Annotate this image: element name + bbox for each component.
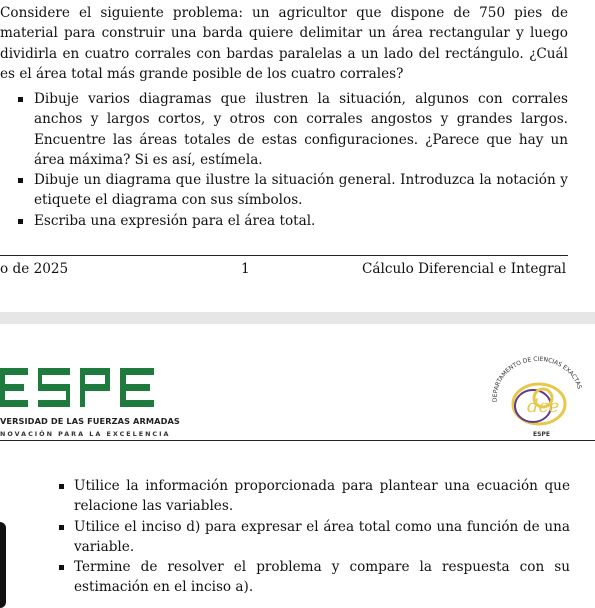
page-2 xyxy=(0,324,595,608)
list-item xyxy=(38,476,570,517)
list-item xyxy=(0,89,568,170)
footer-divider xyxy=(0,255,568,256)
task-list-2 xyxy=(38,476,570,598)
bullet-square-icon xyxy=(18,97,23,102)
bullet-square-icon xyxy=(18,178,23,183)
list-item xyxy=(0,211,568,231)
svg-text:DEPARTAMENTO DE CIENCIAS EXACT: DEPARTAMENTO DE CIENCIAS EXACTAS xyxy=(491,355,583,403)
department-seal xyxy=(483,354,593,444)
university-motto: NOVACIÓN PARA LA EXCELENCIA xyxy=(0,430,171,438)
espe-logo xyxy=(0,364,160,416)
bullet-square-icon xyxy=(59,565,64,570)
bullet-square-icon xyxy=(59,484,64,489)
list-item-text: Utilice el inciso d) para expresar el área total como una función de una variable. xyxy=(74,518,570,555)
svg-text:ESPE: ESPE xyxy=(533,431,550,438)
list-item xyxy=(0,170,568,211)
list-item-text: Termine de resolver el problema y compare la respuesta con su estimación en el inciso a). xyxy=(74,559,570,596)
list-item xyxy=(38,517,570,558)
page-gap xyxy=(0,312,595,324)
footer-date: o de 2025 xyxy=(0,261,69,277)
list-item xyxy=(38,557,570,598)
page-edge-mark xyxy=(0,522,6,608)
university-name: VERSIDAD DE LAS FUERZAS ARMADAS xyxy=(0,416,180,426)
list-item-text: Escriba una expresión para el área total. xyxy=(34,212,316,229)
list-item-text: Dibuje un diagrama que ilustre la situación general. Introduzca la notación y etiquete el diagrama con sus símbolos. xyxy=(34,172,568,209)
bullet-square-icon xyxy=(18,219,23,224)
svg-text:dce: dce xyxy=(527,396,560,417)
bullet-square-icon xyxy=(59,525,64,530)
footer-course: Cálculo Diferencial e Integral xyxy=(362,261,567,277)
page-number: 1 xyxy=(241,261,250,277)
task-list-1 xyxy=(0,89,568,231)
problem-statement: Considere el siguiente problema: un agricultor que dispone de 750 pies de material para construir una barda quiere delimitar un área rectangular y luego dividirla en cuatro corrales con bardas paralelas a un lado del rectángulo. ¿Cuál es el área total más grande posible de los cuatro corrales? xyxy=(0,5,568,82)
list-item-text: Utilice la información proporcionada para plantear una ecuación que relacione las variables. xyxy=(74,478,570,515)
list-item-text: Dibuje varios diagramas que ilustren la situación, algunos con corrales anchos y largos cortos, y otros con corrales angostos y grandes largos. Encuentre las áreas totales de estas configuraciones. ¿Parece que hay un área máxima? Si es así, estímela. xyxy=(34,91,568,168)
